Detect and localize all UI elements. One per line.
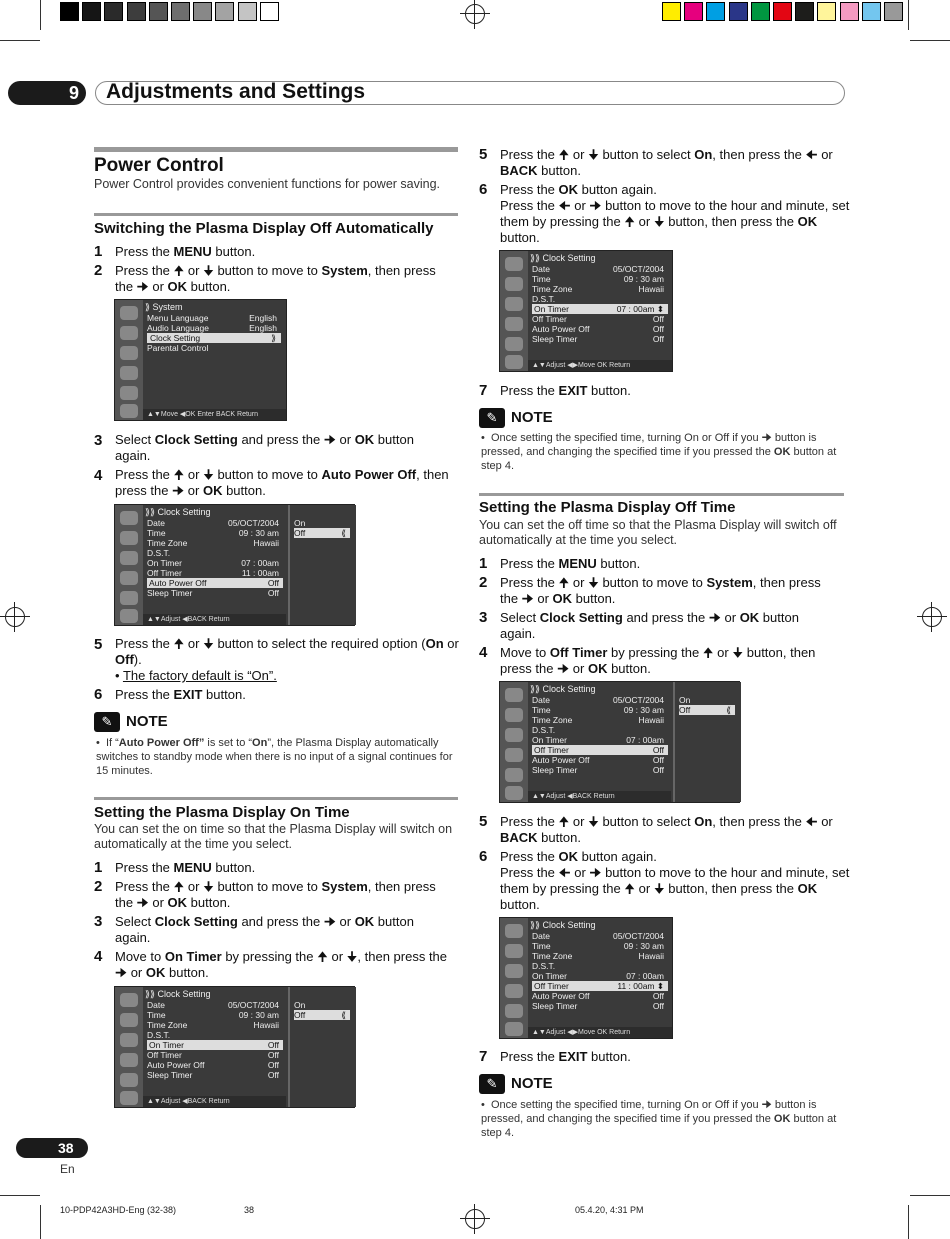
cc-icon	[120, 1091, 138, 1105]
system-icon	[120, 366, 138, 380]
osd-row: Time Zone Hawaii	[532, 284, 664, 294]
color-swatch	[884, 2, 903, 21]
osd-row: Date 05/OCT/2004	[147, 1000, 279, 1010]
note-text: • Once setting the specified time, turning On or Off if you 🠊 button is pressed, and changing the specified time if you pressed the OK button at step 4.	[481, 432, 837, 472]
section-rule	[94, 147, 458, 152]
menu-icon-strip	[115, 300, 143, 420]
picture-icon	[505, 688, 523, 702]
osd-row: Sleep Timer Off	[532, 1001, 664, 1011]
step-text: Press the OK button again. Press the 🠈 or 🠊 button to move to the hour and minute, set them by pressing the 🠉 or 🠋 button, then press the OK button.	[500, 849, 850, 912]
osd-footer: ▲▼Move ◀OK Enter BACK Return	[143, 409, 286, 420]
gray-swatch	[171, 2, 190, 21]
osd-row-selected: On Timer Off	[147, 1040, 283, 1050]
option-submenu	[673, 682, 741, 802]
step-text: Move to Off Timer by pressing the 🠉 or 🠋 button, then press the 🠊 or OK button.	[500, 645, 816, 676]
note-icon: ✎	[479, 408, 505, 428]
osd-title: ⟫⟫ Clock Setting	[530, 684, 596, 694]
screen-icon	[120, 326, 138, 340]
step-text: Select Clock Setting and press the 🠊 or OK button again.	[500, 610, 799, 641]
note-icon: ✎	[479, 1074, 505, 1094]
cc-icon	[505, 1022, 523, 1036]
osd-row-selected: Off Timer 11 : 00am ⬍	[532, 981, 668, 991]
osd-row-selected: Off Timer Off	[532, 745, 668, 755]
osd-row-selected: On Timer 07 : 00am ⬍	[532, 304, 668, 314]
subsection-rule	[94, 797, 458, 800]
menu-icon-strip	[500, 251, 528, 371]
step-number: 4	[479, 644, 488, 661]
osd-row: Time 09 : 30 am	[532, 274, 664, 284]
osd-row: Audio Language English	[147, 323, 277, 333]
osd-title: ⟫⟫ Clock Setting	[145, 989, 211, 999]
system-icon	[505, 984, 523, 998]
step-text: Press the MENU button.	[500, 556, 641, 571]
osd-row: D.S.T.	[147, 548, 171, 558]
step-text: Select Clock Setting and press the 🠊 or OK button again.	[115, 432, 414, 463]
osd-footer: ▲▼Adjust ◀BACK Return	[143, 614, 286, 625]
crop-mark	[910, 40, 950, 41]
gray-swatch	[149, 2, 168, 21]
osd-row: Date 05/OCT/2004	[532, 931, 664, 941]
language-code: En	[60, 1162, 75, 1176]
step-number: 2	[94, 878, 103, 895]
step-text: Select Clock Setting and press the 🠊 or OK button again.	[115, 914, 414, 945]
crop-mark	[0, 1195, 40, 1196]
sound-icon	[505, 297, 523, 311]
osd-row: Off Timer 11 : 00am	[147, 568, 279, 578]
color-swatch	[751, 2, 770, 21]
gray-swatch	[193, 2, 212, 21]
clock-setting-screen	[499, 681, 740, 803]
clock-setting-screen	[114, 986, 355, 1108]
color-swatch	[773, 2, 792, 21]
subsection-heading: Setting the Plasma Display Off Time	[479, 499, 736, 516]
osd-row: Off Timer Off	[532, 314, 664, 324]
osd-row: Time Zone Hawaii	[532, 951, 664, 961]
registration-mark-bottom	[465, 1209, 485, 1229]
sound-icon	[120, 1033, 138, 1047]
setup-icon	[505, 337, 523, 351]
chapter-title: Adjustments and Settings	[106, 80, 366, 103]
step-text: Press the 🠉 or 🠋 button to move to System, then press the 🠊 or OK button.	[500, 575, 821, 606]
subsection-intro: You can set the on time so that the Plasma Display will switch on automatically at the time you select.	[94, 822, 453, 851]
step-text: Press the 🠉 or 🠋 button to move to System, then press the 🠊 or OK button.	[115, 263, 436, 294]
picture-icon	[505, 924, 523, 938]
clock-setting-screen	[499, 250, 673, 372]
sound-icon	[120, 346, 138, 360]
gray-swatch	[260, 2, 279, 21]
osd-row: Time 09 : 30 am	[147, 1010, 279, 1020]
osd-row: Time 09 : 30 am	[532, 705, 664, 715]
step-text: Press the EXIT button.	[500, 383, 631, 398]
osd-row: Sleep Timer Off	[147, 1070, 279, 1080]
crop-mark	[40, 0, 41, 30]
color-swatch	[795, 2, 814, 21]
registration-mark-left	[5, 607, 25, 627]
option-submenu	[288, 987, 356, 1107]
option-on: On	[294, 1000, 306, 1010]
option-submenu	[288, 505, 356, 625]
crop-mark	[908, 1205, 909, 1239]
crop-mark	[40, 1205, 41, 1239]
option-on: On	[294, 518, 306, 528]
step-number: 1	[479, 555, 488, 572]
color-swatch	[684, 2, 703, 21]
gray-swatch	[104, 2, 123, 21]
note-text: • If “Auto Power Off” is set to “On”, the Plasma Display automatically switches to standby mode when there is no input of a signal continues for 15 minutes.	[96, 737, 453, 777]
print-page-number: 38	[244, 1205, 255, 1215]
screen-icon	[505, 708, 523, 722]
picture-icon	[120, 306, 138, 320]
gray-swatch	[127, 2, 146, 21]
osd-row: Time 09 : 30 am	[532, 941, 664, 951]
step-number: 2	[94, 262, 103, 279]
osd-title: ⟫⟫ Clock Setting	[145, 507, 211, 517]
page-number: 38	[58, 1140, 74, 1156]
subsection-rule	[94, 213, 458, 216]
step-number: 6	[479, 848, 488, 865]
system-icon	[120, 1053, 138, 1067]
osd-row: Sleep Timer Off	[532, 765, 664, 775]
step-number: 1	[94, 859, 103, 876]
step-text: Press the MENU button.	[115, 860, 256, 875]
osd-row: Sleep Timer Off	[147, 588, 279, 598]
clock-setting-screen	[114, 504, 355, 626]
screen-icon	[505, 277, 523, 291]
menu-icon-strip	[115, 987, 143, 1107]
step-number: 5	[479, 146, 488, 163]
step-number: 6	[94, 686, 103, 703]
osd-footer: ▲▼Adjust ◀BACK Return	[143, 1096, 286, 1107]
osd-row: Auto Power Off Off	[532, 991, 664, 1001]
setup-icon	[120, 386, 138, 400]
osd-footer: ▲▼Adjust ◀▶Move OK Return	[528, 360, 672, 371]
color-swatch	[862, 2, 881, 21]
step-text: Press the EXIT button.	[500, 1049, 631, 1064]
note-label: NOTE	[511, 409, 553, 426]
note-icon: ✎	[94, 712, 120, 732]
step-text: Press the MENU button.	[115, 244, 256, 259]
note-text: • Once setting the specified time, turning On or Off if you 🠊 button is pressed, and changing the specified time if you pressed the OK button at step 4.	[481, 1099, 837, 1139]
cc-icon	[120, 404, 138, 418]
picture-icon	[120, 993, 138, 1007]
color-swatch	[662, 2, 681, 21]
step-text: Press the 🠉 or 🠋 button to move to System, then press the 🠊 or OK button.	[115, 879, 436, 910]
osd-row: D.S.T.	[532, 294, 556, 304]
osd-row: Time 09 : 30 am	[147, 528, 279, 538]
menu-icon-strip	[500, 918, 528, 1038]
osd-row: On Timer 07 : 00am	[147, 558, 279, 568]
option-on: On	[679, 695, 691, 705]
osd-title: ⟫ System	[145, 302, 183, 312]
color-swatch	[729, 2, 748, 21]
note-label: NOTE	[126, 713, 168, 730]
sound-icon	[120, 551, 138, 565]
subsection-intro: You can set the off time so that the Plasma Display will switch off automatically at the time you select.	[479, 518, 837, 547]
osd-row-selected: Auto Power Off Off	[147, 578, 283, 588]
osd-row: D.S.T.	[532, 725, 556, 735]
system-icon	[505, 748, 523, 762]
setup-icon	[505, 1004, 523, 1018]
step-number: 3	[94, 913, 103, 930]
setup-icon	[120, 591, 138, 605]
osd-row: On Timer 07 : 00am	[532, 971, 664, 981]
osd-row: Sleep Timer Off	[532, 334, 664, 344]
sound-icon	[505, 964, 523, 978]
osd-row: D.S.T.	[532, 961, 556, 971]
screen-icon	[505, 944, 523, 958]
osd-row: Time Zone Hawaii	[147, 1020, 279, 1030]
gray-swatch	[60, 2, 79, 21]
print-file-name: 10-PDP42A3HD-Eng (32-38)	[60, 1205, 177, 1215]
subsection-rule	[479, 493, 844, 496]
osd-row: Off Timer Off	[147, 1050, 279, 1060]
osd-row: Date 05/OCT/2004	[147, 518, 279, 528]
chapter-number: 9	[68, 83, 79, 103]
osd-row: Auto Power Off Off	[532, 324, 664, 334]
setup-icon	[120, 1073, 138, 1087]
gray-swatch	[238, 2, 257, 21]
option-off: Off ⟪	[294, 528, 350, 538]
cc-icon	[120, 609, 138, 623]
print-date: 05.4.20, 4:31 PM	[575, 1205, 644, 1215]
step-number: 3	[94, 432, 103, 449]
menu-icon-strip	[115, 505, 143, 625]
crop-mark	[910, 1195, 950, 1196]
system-icon	[120, 571, 138, 585]
step-text: Move to On Timer by pressing the 🠉 or 🠋, then press the 🠊 or OK button.	[115, 949, 448, 980]
color-swatch	[817, 2, 836, 21]
step-number: 1	[94, 243, 103, 260]
step-text: Press the 🠉 or 🠋 button to select the required option (On or Off). • The factory default is “On”.	[115, 636, 459, 683]
crop-mark	[908, 0, 909, 30]
osd-row: D.S.T.	[147, 1030, 171, 1040]
osd-footer: ▲▼Adjust ◀▶Move OK Return	[528, 1027, 672, 1038]
gray-swatch	[82, 2, 101, 21]
step-text: Press the 🠉 or 🠋 button to select On, then press the 🠈 or BACK button.	[500, 814, 833, 845]
step-text: Press the 🠉 or 🠋 button to move to Auto Power Off, then press the 🠊 or OK button.	[115, 467, 449, 498]
osd-row: Time Zone Hawaii	[532, 715, 664, 725]
step-number: 6	[479, 181, 488, 198]
step-number: 7	[479, 1048, 488, 1065]
step-number: 4	[94, 948, 103, 965]
color-swatch	[706, 2, 725, 21]
step-number: 7	[479, 382, 488, 399]
screen-icon	[120, 1013, 138, 1027]
cc-icon	[505, 355, 523, 369]
system-menu-screen	[114, 299, 287, 421]
clock-setting-screen	[499, 917, 673, 1039]
note-label: NOTE	[511, 1075, 553, 1092]
step-number: 4	[94, 467, 103, 484]
osd-row: Date 05/OCT/2004	[532, 695, 664, 705]
color-swatch	[840, 2, 859, 21]
registration-mark-top	[465, 4, 485, 24]
system-icon	[505, 317, 523, 331]
osd-row: On Timer 07 : 00am	[532, 735, 664, 745]
step-number: 2	[479, 574, 488, 591]
section-title: Power Control	[94, 155, 224, 176]
osd-row: Auto Power Off Off	[147, 1060, 279, 1070]
picture-icon	[120, 511, 138, 525]
osd-row: Time Zone Hawaii	[147, 538, 279, 548]
subsection-heading: Switching the Plasma Display Off Automatically	[94, 220, 434, 237]
step-number: 3	[479, 609, 488, 626]
step-text: Press the 🠉 or 🠋 button to select On, then press the 🠈 or BACK button.	[500, 147, 833, 178]
registration-mark-right	[922, 607, 942, 627]
osd-title: ⟫⟫ Clock Setting	[530, 253, 596, 263]
osd-row: Date 05/OCT/2004	[532, 264, 664, 274]
option-off: Off ⟪	[294, 1010, 350, 1020]
section-intro: Power Control provides convenient functions for power saving.	[94, 177, 441, 191]
step-number: 5	[94, 636, 103, 653]
gray-swatch	[215, 2, 234, 21]
step-text: Press the OK button again. Press the 🠈 or 🠊 button to move to the hour and minute, set them by pressing the 🠉 or 🠋 button, then press the OK button.	[500, 182, 850, 245]
step-text: Press the EXIT button.	[115, 687, 246, 702]
subsection-heading: Setting the Plasma Display On Time	[94, 804, 350, 821]
picture-icon	[505, 257, 523, 271]
osd-row: Parental Control	[147, 343, 209, 353]
setup-icon	[505, 768, 523, 782]
crop-mark	[0, 40, 40, 41]
osd-footer: ▲▼Adjust ◀BACK Return	[528, 791, 671, 802]
sound-icon	[505, 728, 523, 742]
cc-icon	[505, 786, 523, 800]
step-number: 5	[479, 813, 488, 830]
osd-row: Menu Language English	[147, 313, 277, 323]
osd-row: Auto Power Off Off	[532, 755, 664, 765]
menu-icon-strip	[500, 682, 528, 802]
osd-title: ⟫⟫ Clock Setting	[530, 920, 596, 930]
osd-row-selected: Clock Setting ⟫	[147, 333, 281, 343]
page-number-pill	[16, 1138, 88, 1158]
screen-icon	[120, 531, 138, 545]
option-off: Off ⟪	[679, 705, 735, 715]
